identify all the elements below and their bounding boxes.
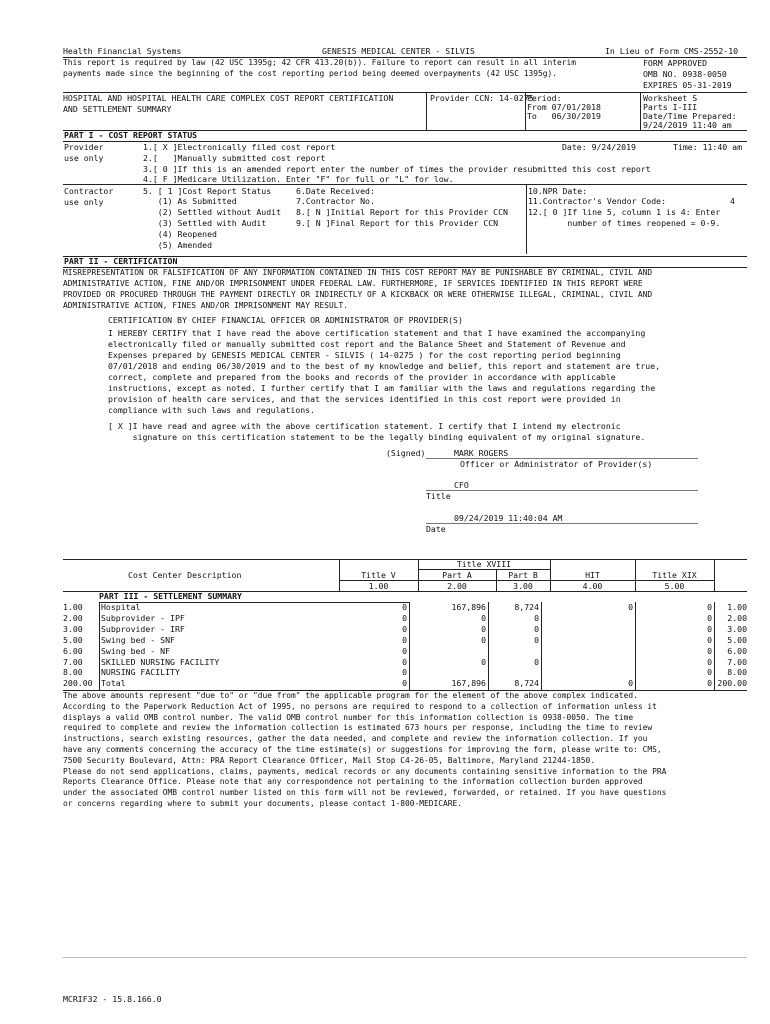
footer-text-line: 7500 Security Boulevard, Attn: PRA Report Clearance Officer, Mail Stop C4-26-05, Baltimore, Maryland 21244-1850. bbox=[63, 755, 596, 765]
footer-text-line: required to complete and review the information collection is estimated 673 hours per response, including the time to review bbox=[63, 723, 653, 733]
cell-rline: 2.00 bbox=[727, 612, 747, 623]
cell-c5: 0 bbox=[707, 667, 712, 678]
cell-c2: 167,896 bbox=[451, 678, 486, 689]
part2-heading: PART II - CERTIFICATION bbox=[64, 256, 178, 266]
date-prepared: 9/24/2019 11:40 am bbox=[643, 120, 732, 130]
cert-body-7: provision of health care services, and that the services identified in this cost report were provided in bbox=[108, 394, 621, 404]
cell-line: 200.00 bbox=[63, 678, 93, 689]
status-item-1: 1.[ X ]Electronically filed cost report bbox=[143, 142, 336, 152]
cell-rline: 6.00 bbox=[727, 645, 747, 656]
cell-line: 1.00 bbox=[63, 602, 83, 612]
cell-rline: 7.00 bbox=[727, 656, 747, 667]
col-title5: Title V bbox=[361, 570, 396, 580]
cell-c5: 0 bbox=[707, 678, 712, 689]
cell-c5: 0 bbox=[707, 602, 712, 612]
status-option-3: (3) Settled with Audit bbox=[143, 218, 267, 228]
cert-body-3: Expenses prepared by GENESIS MEDICAL CENTER - SILVIS ( 14-0275 ) for the cost reporting period beginning bbox=[108, 350, 621, 360]
period-from: From 07/01/2018 bbox=[527, 102, 601, 112]
cell-c1: 0 bbox=[402, 678, 407, 689]
cell-c4: 0 bbox=[628, 678, 633, 689]
col-part-b: Part B bbox=[508, 570, 538, 580]
cost-report-status: 5. [ 1 ]Cost Report Status bbox=[143, 186, 272, 196]
cell-c2: 0 bbox=[481, 634, 486, 645]
title-label: Title bbox=[426, 491, 451, 501]
vendor-code-label: 11.Contractor's Vendor Code: bbox=[528, 196, 667, 206]
cell-rline: 3.00 bbox=[727, 623, 747, 634]
cell-c2: 0 bbox=[481, 623, 486, 634]
footer-text-line: According to the Paperwork Reduction Act of 1995, no persons are required to respond to a collection of information unless it bbox=[63, 701, 657, 711]
notice-line-1: This report is required by law (42 USC 1395g; 42 CFR 413.20(b)). Failure to report can result in all interim bbox=[63, 58, 577, 67]
signed-name: MARK ROGERS bbox=[454, 448, 509, 458]
footer-text-line: or concerns regarding where to submit your documents, please contact 1-800-MEDICARE. bbox=[63, 799, 463, 808]
header-system: Health Financial Systems bbox=[63, 46, 182, 56]
cell-line: 2.00 bbox=[63, 612, 83, 623]
date-value: 09/24/2019 11:40:04 AM bbox=[454, 513, 563, 523]
cell-rline: 5.00 bbox=[727, 634, 747, 645]
header-provider-name: GENESIS MEDICAL CENTER - SILVIS bbox=[322, 46, 475, 56]
cell-c5: 0 bbox=[707, 623, 712, 634]
cert-time: Time: 11:40 am bbox=[673, 142, 743, 152]
cell-desc: SKILLED NURSING FACILITY bbox=[101, 656, 220, 667]
report-title-line-1: HOSPITAL AND HOSPITAL HEALTH CARE COMPLEX COST REPORT CERTIFICATION bbox=[63, 93, 394, 103]
cert-body-8: compliance with such laws and regulations. bbox=[108, 405, 316, 415]
cell-c2: 0 bbox=[481, 612, 486, 623]
cell-c1: 0 bbox=[402, 612, 407, 623]
footer-text-line: have any comments concerning the accuracy of the time estimate(s) or suggestions for improving the form, please write to: CMS, bbox=[63, 745, 662, 754]
period-to: To 06/30/2019 bbox=[527, 111, 601, 121]
col-num-5: 5.00 bbox=[664, 581, 685, 591]
cell-c1: 0 bbox=[402, 602, 407, 612]
cell-c1: 0 bbox=[402, 667, 407, 678]
cell-c4: 0 bbox=[628, 602, 633, 612]
contractor-use-label-2: use only bbox=[64, 197, 104, 207]
cell-c1: 0 bbox=[402, 623, 407, 634]
desc-header: Cost Center Description bbox=[128, 570, 242, 580]
reopened-line-2: number of times reopened = 0-9. bbox=[528, 218, 721, 228]
part1-heading: PART I - COST REPORT STATUS bbox=[64, 130, 198, 140]
cell-line: 5.00 bbox=[63, 634, 83, 645]
status-option-2: (2) Settled without Audit bbox=[143, 207, 282, 217]
warning-line-3: PROVIDED OR PROCURED THROUGH THE PAYMENT DIRECTLY OR INDIRECTLY OF A KICKBACK OR WERE OTHERWISE ILLEGAL, CRIMINAL, CIVIL AND bbox=[63, 290, 653, 299]
cert-date: Date: 9/24/2019 bbox=[562, 142, 636, 152]
footer-text-line: The above amounts represent "due to" or "due from" the applicable program for the element of the above complex indicated. bbox=[63, 691, 638, 700]
form-approved: FORM APPROVED bbox=[643, 58, 708, 68]
footer-text-line: instructions, search existing resources, gather the data needed, and complete and review the information collection. If you bbox=[63, 734, 648, 744]
cell-c3: 0 bbox=[534, 656, 539, 667]
warning-line-2: ADMINISTRATIVE ACTION, FINE AND/OR IMPRISONMENT UNDER FEDERAL LAW. FURTHERMORE, IF SERVICES IDENTIFIED IN THIS REPORT WERE bbox=[63, 279, 643, 288]
status-item-2: 2.[ ]Manually submitted cost report bbox=[143, 153, 326, 163]
status-option-1: (1) As Submitted bbox=[143, 196, 237, 206]
footer-text-line: under the associated OMB control number listed on this form will not be reviewed, forwarded, or retained. If you have questions bbox=[63, 788, 667, 798]
cell-desc: Swing bed - NF bbox=[101, 645, 171, 656]
final-report: 9.[ N ]Final Report for this Provider CCN bbox=[296, 218, 499, 228]
col-part-a: Part A bbox=[442, 570, 472, 580]
initial-report: 8.[ N ]Initial Report for this Provider CCN bbox=[296, 207, 508, 217]
provider-use-label-1: Provider bbox=[64, 142, 104, 152]
worksheet-parts: Parts I-III bbox=[643, 102, 698, 112]
cell-c1: 0 bbox=[402, 645, 407, 656]
cell-c5: 0 bbox=[707, 634, 712, 645]
signed-label: (Signed) bbox=[386, 448, 426, 458]
cell-desc: NURSING FACILITY bbox=[101, 667, 180, 678]
cell-c5: 0 bbox=[707, 656, 712, 667]
warning-line-4: ADMINISTRATIVE ACTION, FINES AND/OR IMPRISONMENT MAY RESULT. bbox=[63, 301, 349, 310]
status-option-5: (5) Amended bbox=[143, 240, 213, 250]
reopened-line-1: 12.[ 0 ]If line 5, column 1 is 4: Enter bbox=[528, 207, 721, 217]
expires: EXPIRES 05-31-2019 bbox=[643, 80, 732, 90]
cell-desc: Subprovider - IRF bbox=[101, 623, 185, 634]
contractor-no: 7.Contractor No. bbox=[296, 196, 375, 206]
date-prepared-label: Date/Time Prepared: bbox=[643, 111, 737, 121]
col-title19: Title XIX bbox=[652, 570, 697, 580]
contractor-use-label-1: Contractor bbox=[64, 186, 114, 196]
notice-line-2: payments made since the beginning of the cost reporting period being deemed overpayments (42 USC 1395g). bbox=[63, 69, 558, 78]
col-num-2: 2.00 bbox=[447, 581, 467, 591]
date-received: 6.Date Received: bbox=[296, 186, 375, 196]
part3-heading: PART III - SETTLEMENT SUMMARY bbox=[99, 591, 242, 601]
status-option-4: (4) Reopened bbox=[143, 229, 217, 239]
cell-c2: 167,896 bbox=[451, 602, 486, 612]
warning-line-1: MISREPRESENTATION OR FALSIFICATION OF ANY INFORMATION CONTAINED IN THIS COST REPORT MAY BE PUNISHABLE BY CRIMINAL, CIVIL AND bbox=[63, 268, 653, 277]
date-label: Date bbox=[426, 524, 446, 534]
title-value: CFO bbox=[454, 480, 469, 490]
npr-date: 10.NPR Date: bbox=[528, 186, 588, 196]
cell-line: 3.00 bbox=[63, 623, 83, 634]
cell-c1: 0 bbox=[402, 634, 407, 645]
cell-desc: Swing bed - SNF bbox=[101, 634, 175, 645]
cell-c5: 0 bbox=[707, 645, 712, 656]
cell-line: 6.00 bbox=[63, 645, 83, 656]
provider-use-label-2: use only bbox=[64, 153, 104, 163]
cert-body-5: correct, complete and prepared from the books and records of the provider in accordance with applicable bbox=[108, 372, 616, 382]
cell-c3: 0 bbox=[534, 634, 539, 645]
footer-text-line: displays a valid OMB control number. The valid OMB control number for this information collection is 0938-0050. The time bbox=[63, 712, 634, 722]
officer-label: Officer or Administrator of Provider(s) bbox=[460, 459, 653, 469]
header-form-number: In Lieu of Form CMS-2552-10 bbox=[605, 46, 739, 56]
cell-c3: 0 bbox=[534, 612, 539, 623]
col-num-4: 4.00 bbox=[582, 581, 603, 591]
title18-header: Title XVIII bbox=[456, 559, 512, 569]
status-item-3: 3.[ 0 ]If this is an amended report enter the number of times the provider resubmitted this cost report bbox=[143, 164, 651, 174]
omb-number: OMB NO. 0938-0050 bbox=[643, 69, 727, 79]
col-num-1: 1.00 bbox=[368, 581, 389, 591]
cert-body-1: I HEREBY CERTIFY that I have read the above certification statement and that I have examined the accompanying bbox=[108, 328, 646, 338]
col-num-3: 3.00 bbox=[513, 581, 533, 591]
cell-rline: 200.00 bbox=[717, 678, 747, 689]
report-title-line-2: AND SETTLEMENT SUMMARY bbox=[63, 104, 172, 114]
cell-rline: 1.00 bbox=[727, 602, 747, 612]
cert-body-4: 07/01/2018 and ending 06/30/2019 and to the best of my knowledge and belief, this report and statement are true, bbox=[108, 361, 661, 371]
vendor-code: 4 bbox=[730, 196, 735, 206]
page-footer: MCRIF32 - 15.8.166.0 bbox=[63, 994, 162, 1004]
cell-line: 8.00 bbox=[63, 667, 83, 678]
cert-heading: CERTIFICATION BY CHIEF FINANCIAL OFFICER OR ADMINISTRATOR OF PROVIDER(S) bbox=[108, 315, 463, 325]
electronic-sig-2: signature on this certification statement to be the legally binding equivalent of my original signature. bbox=[108, 432, 646, 442]
cell-c2: 0 bbox=[481, 656, 486, 667]
cell-desc: Total bbox=[101, 678, 126, 689]
cert-body-2: electronically filed or manually submitted cost report and the Balance Sheet and Statement of Revenue and bbox=[108, 339, 626, 349]
cell-c3: 0 bbox=[534, 623, 539, 634]
footer-text-line: Reports Clearance Office. Please note that any correspondence not pertaining to the information collection burden approved bbox=[63, 777, 643, 787]
cell-desc: Subprovider - IPF bbox=[101, 612, 185, 623]
cell-desc: Hospital bbox=[101, 602, 141, 612]
cell-c3: 8,724 bbox=[514, 602, 539, 612]
cell-c1: 0 bbox=[402, 656, 407, 667]
cell-c3: 8,724 bbox=[514, 678, 539, 689]
provider-ccn: Provider CCN: 14-0275 bbox=[430, 93, 534, 103]
cert-body-6: instructions, except as noted. I further certify that I am familiar with the laws and regulations regarding the bbox=[108, 383, 656, 393]
cell-line: 7.00 bbox=[63, 656, 83, 667]
electronic-sig-1: [ X ]I have read and agree with the above certification statement. I certify that I intend my electronic bbox=[108, 421, 621, 431]
cell-c5: 0 bbox=[707, 612, 712, 623]
worksheet: Worksheet S bbox=[643, 93, 698, 103]
cell-rline: 8.00 bbox=[727, 667, 747, 678]
footer-text-line: Please do not send applications, claims, payments, medical records or any documents containing sensitive information to the PRA bbox=[63, 766, 667, 776]
period-label: Period: bbox=[527, 93, 562, 103]
status-item-4: 4.[ F ]Medicare Utilization. Enter "F" for full or "L" for low. bbox=[143, 174, 454, 184]
col-hit: HIT bbox=[585, 570, 600, 580]
